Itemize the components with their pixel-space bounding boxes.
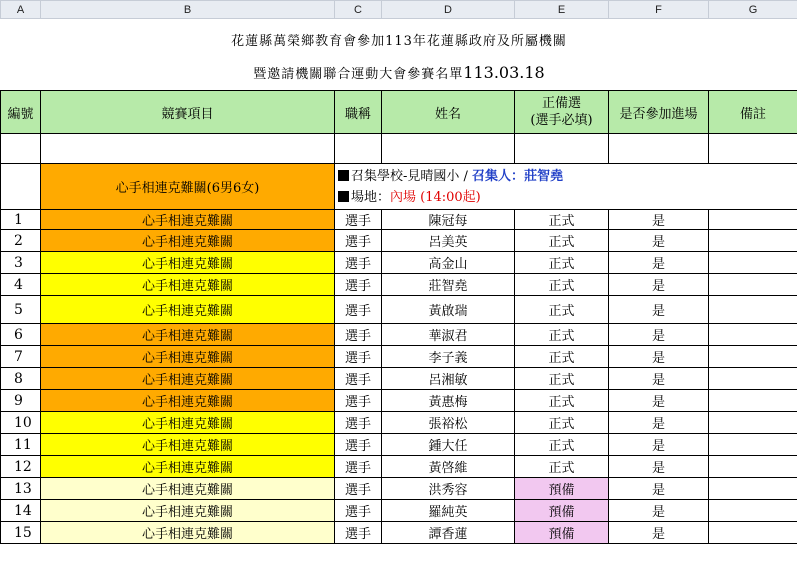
row-number[interactable]: 8 (1, 368, 41, 390)
header-status-line2: (選手必填) (530, 113, 593, 128)
role-cell[interactable]: 選手 (335, 210, 382, 230)
column-header-b[interactable]: B (41, 1, 335, 19)
event-title[interactable]: 心手相連克難關(6男6女) (41, 164, 335, 210)
event-cell[interactable]: 心手相連克難關 (41, 522, 335, 544)
note-cell[interactable] (709, 478, 797, 500)
row-number[interactable]: 10 (1, 412, 41, 434)
row-number[interactable]: 4 (1, 274, 41, 296)
cell[interactable] (41, 134, 335, 164)
join-cell[interactable]: 是 (609, 522, 709, 544)
table-row (1, 456, 797, 478)
role-cell[interactable]: 選手 (335, 324, 382, 346)
empty-row (1, 134, 797, 164)
table-row (1, 346, 797, 368)
note-cell[interactable] (709, 500, 797, 522)
black-square-icon (338, 170, 349, 181)
convener-name: 莊智堯 (524, 168, 564, 184)
row-number[interactable]: 14 (1, 500, 41, 522)
row-number[interactable]: 11 (1, 434, 41, 456)
column-header-d[interactable]: D (382, 1, 515, 19)
table-row (1, 368, 797, 390)
join-cell[interactable]: 是 (609, 346, 709, 368)
event-cell[interactable]: 心手相連克難關 (41, 210, 335, 230)
header-row (1, 91, 797, 134)
status-cell[interactable]: 正式 (515, 390, 609, 412)
header-no[interactable]: 編號 (1, 91, 41, 134)
column-header-e[interactable]: E (515, 1, 609, 19)
info-line-2 (338, 187, 797, 208)
table-row (1, 274, 797, 296)
event-info-row (1, 164, 797, 210)
cell[interactable] (335, 134, 382, 164)
role-cell[interactable]: 選手 (335, 346, 382, 368)
table-row (1, 478, 797, 500)
join-cell[interactable]: 是 (609, 500, 709, 522)
role-cell[interactable]: 選手 (335, 274, 382, 296)
name-cell[interactable]: 鍾大任 (382, 434, 515, 456)
event-info[interactable] (335, 164, 797, 210)
convener-label: 召集人： (472, 168, 525, 184)
row-number[interactable]: 6 (1, 324, 41, 346)
note-cell[interactable] (709, 434, 797, 456)
join-cell[interactable]: 是 (609, 478, 709, 500)
event-cell[interactable]: 心手相連克難關 (41, 324, 335, 346)
role-cell[interactable]: 選手 (335, 230, 382, 252)
name-cell[interactable]: 羅純英 (382, 500, 515, 522)
column-header-g[interactable]: G (709, 1, 797, 19)
note-cell[interactable] (709, 230, 797, 252)
join-cell[interactable]: 是 (609, 412, 709, 434)
title-date: 113.03.18 (463, 62, 545, 82)
row-number[interactable]: 9 (1, 390, 41, 412)
header-role[interactable]: 職稱 (335, 91, 382, 134)
venue-label: 場地： (351, 189, 391, 205)
role-cell[interactable]: 選手 (335, 412, 382, 434)
cell[interactable] (1, 164, 41, 210)
table-row (1, 522, 797, 544)
status-cell[interactable]: 正式 (515, 456, 609, 478)
name-cell[interactable]: 高金山 (382, 252, 515, 274)
row-number[interactable]: 12 (1, 456, 41, 478)
event-cell[interactable]: 心手相連克難關 (41, 296, 335, 324)
status-cell[interactable]: 正式 (515, 434, 609, 456)
role-cell[interactable]: 選手 (335, 390, 382, 412)
role-cell[interactable]: 選手 (335, 368, 382, 390)
event-cell[interactable]: 心手相連克難關 (41, 346, 335, 368)
title-line-1[interactable]: 花蓮縣萬榮鄉教育會參加113年花蓮縣政府及所屬機關 (231, 34, 567, 50)
venue-value: 內場 (14:00起) (390, 189, 481, 205)
cell[interactable] (515, 134, 609, 164)
header-event[interactable]: 競賽項目 (41, 91, 335, 134)
status-cell[interactable]: 正式 (515, 296, 609, 324)
header-join[interactable]: 是否參加進場 (609, 91, 709, 134)
name-cell[interactable]: 張裕松 (382, 412, 515, 434)
header-note[interactable]: 備註 (709, 91, 797, 134)
join-cell[interactable]: 是 (609, 274, 709, 296)
note-cell[interactable] (709, 412, 797, 434)
status-cell[interactable]: 正式 (515, 412, 609, 434)
cell[interactable] (1, 134, 41, 164)
note-cell[interactable] (709, 252, 797, 274)
note-cell[interactable] (709, 346, 797, 368)
status-cell[interactable]: 正式 (515, 210, 609, 230)
role-cell[interactable]: 選手 (335, 522, 382, 544)
table-row (1, 210, 797, 230)
role-cell[interactable]: 選手 (335, 252, 382, 274)
name-cell[interactable]: 呂美英 (382, 230, 515, 252)
cell[interactable] (609, 134, 709, 164)
name-cell[interactable]: 陳冠每 (382, 210, 515, 230)
note-cell[interactable] (709, 274, 797, 296)
status-cell[interactable]: 正式 (515, 274, 609, 296)
role-cell[interactable]: 選手 (335, 296, 382, 324)
name-cell[interactable]: 黃啓維 (382, 456, 515, 478)
name-cell[interactable]: 呂湘敏 (382, 368, 515, 390)
name-cell[interactable]: 李子義 (382, 346, 515, 368)
join-cell[interactable]: 是 (609, 434, 709, 456)
name-cell[interactable]: 譚香蓮 (382, 522, 515, 544)
event-cell[interactable]: 心手相連克難關 (41, 390, 335, 412)
status-cell[interactable]: 預備 (515, 522, 609, 544)
event-cell[interactable]: 心手相連克難關 (41, 274, 335, 296)
table-row (1, 434, 797, 456)
column-header-a[interactable]: A (1, 1, 41, 19)
note-cell[interactable] (709, 368, 797, 390)
status-cell[interactable]: 正式 (515, 230, 609, 252)
role-cell[interactable]: 選手 (335, 434, 382, 456)
name-cell[interactable]: 洪秀容 (382, 478, 515, 500)
status-cell[interactable]: 正式 (515, 324, 609, 346)
join-cell[interactable]: 是 (609, 324, 709, 346)
table-row (1, 412, 797, 434)
event-cell[interactable]: 心手相連克難關 (41, 456, 335, 478)
table-row (1, 500, 797, 522)
note-cell[interactable] (709, 390, 797, 412)
join-cell[interactable]: 是 (609, 456, 709, 478)
row-number[interactable]: 3 (1, 252, 41, 274)
join-cell[interactable]: 是 (609, 252, 709, 274)
header-status-line1: 正備選 (541, 96, 581, 111)
role-cell[interactable]: 選手 (335, 456, 382, 478)
column-header-c[interactable]: C (335, 1, 382, 19)
name-cell[interactable]: 華淑君 (382, 324, 515, 346)
status-cell[interactable]: 預備 (515, 478, 609, 500)
join-cell[interactable]: 是 (609, 210, 709, 230)
info-line-1 (338, 166, 797, 187)
join-cell[interactable]: 是 (609, 230, 709, 252)
row-number[interactable]: 2 (1, 230, 41, 252)
status-cell[interactable]: 正式 (515, 346, 609, 368)
event-cell[interactable]: 心手相連克難關 (41, 412, 335, 434)
column-header-row (1, 1, 797, 19)
header-name[interactable]: 姓名 (382, 91, 515, 134)
row-number[interactable]: 1 (1, 210, 41, 230)
join-cell[interactable]: 是 (609, 368, 709, 390)
role-cell[interactable]: 選手 (335, 478, 382, 500)
event-cell[interactable]: 心手相連克難關 (41, 500, 335, 522)
event-cell[interactable]: 心手相連克難關 (41, 434, 335, 456)
event-cell[interactable]: 心手相連克難關 (41, 230, 335, 252)
row-number[interactable]: 13 (1, 478, 41, 500)
title-text: 暨邀請機關聯合運動大會參賽名單 (253, 66, 464, 82)
note-cell[interactable] (709, 296, 797, 324)
name-cell[interactable]: 莊智堯 (382, 274, 515, 296)
note-cell[interactable] (709, 210, 797, 230)
join-cell[interactable]: 是 (609, 296, 709, 324)
table-row (1, 390, 797, 412)
note-cell[interactable] (709, 456, 797, 478)
table-row (1, 296, 797, 324)
row-number[interactable]: 7 (1, 346, 41, 368)
table-row (1, 252, 797, 274)
role-cell[interactable]: 選手 (335, 500, 382, 522)
cell[interactable] (709, 134, 797, 164)
row-number[interactable]: 5 (1, 296, 41, 324)
row-number[interactable]: 15 (1, 522, 41, 544)
name-cell[interactable]: 黃惠梅 (382, 390, 515, 412)
event-cell[interactable]: 心手相連克難關 (41, 368, 335, 390)
column-header-f[interactable]: F (609, 1, 709, 19)
header-status[interactable] (515, 91, 609, 134)
status-cell[interactable]: 預備 (515, 500, 609, 522)
table-row (1, 230, 797, 252)
event-cell[interactable]: 心手相連克難關 (41, 478, 335, 500)
name-cell[interactable]: 黃啟瑞 (382, 296, 515, 324)
school-label: 召集學校-見晴國小 / (351, 168, 473, 184)
note-cell[interactable] (709, 324, 797, 346)
status-cell[interactable]: 正式 (515, 252, 609, 274)
note-cell[interactable] (709, 522, 797, 544)
join-cell[interactable]: 是 (609, 390, 709, 412)
event-cell[interactable]: 心手相連克難關 (41, 252, 335, 274)
table-row (1, 324, 797, 346)
black-square-icon (338, 191, 349, 202)
cell[interactable] (382, 134, 515, 164)
status-cell[interactable]: 正式 (515, 368, 609, 390)
title-line-2[interactable] (1, 55, 797, 91)
